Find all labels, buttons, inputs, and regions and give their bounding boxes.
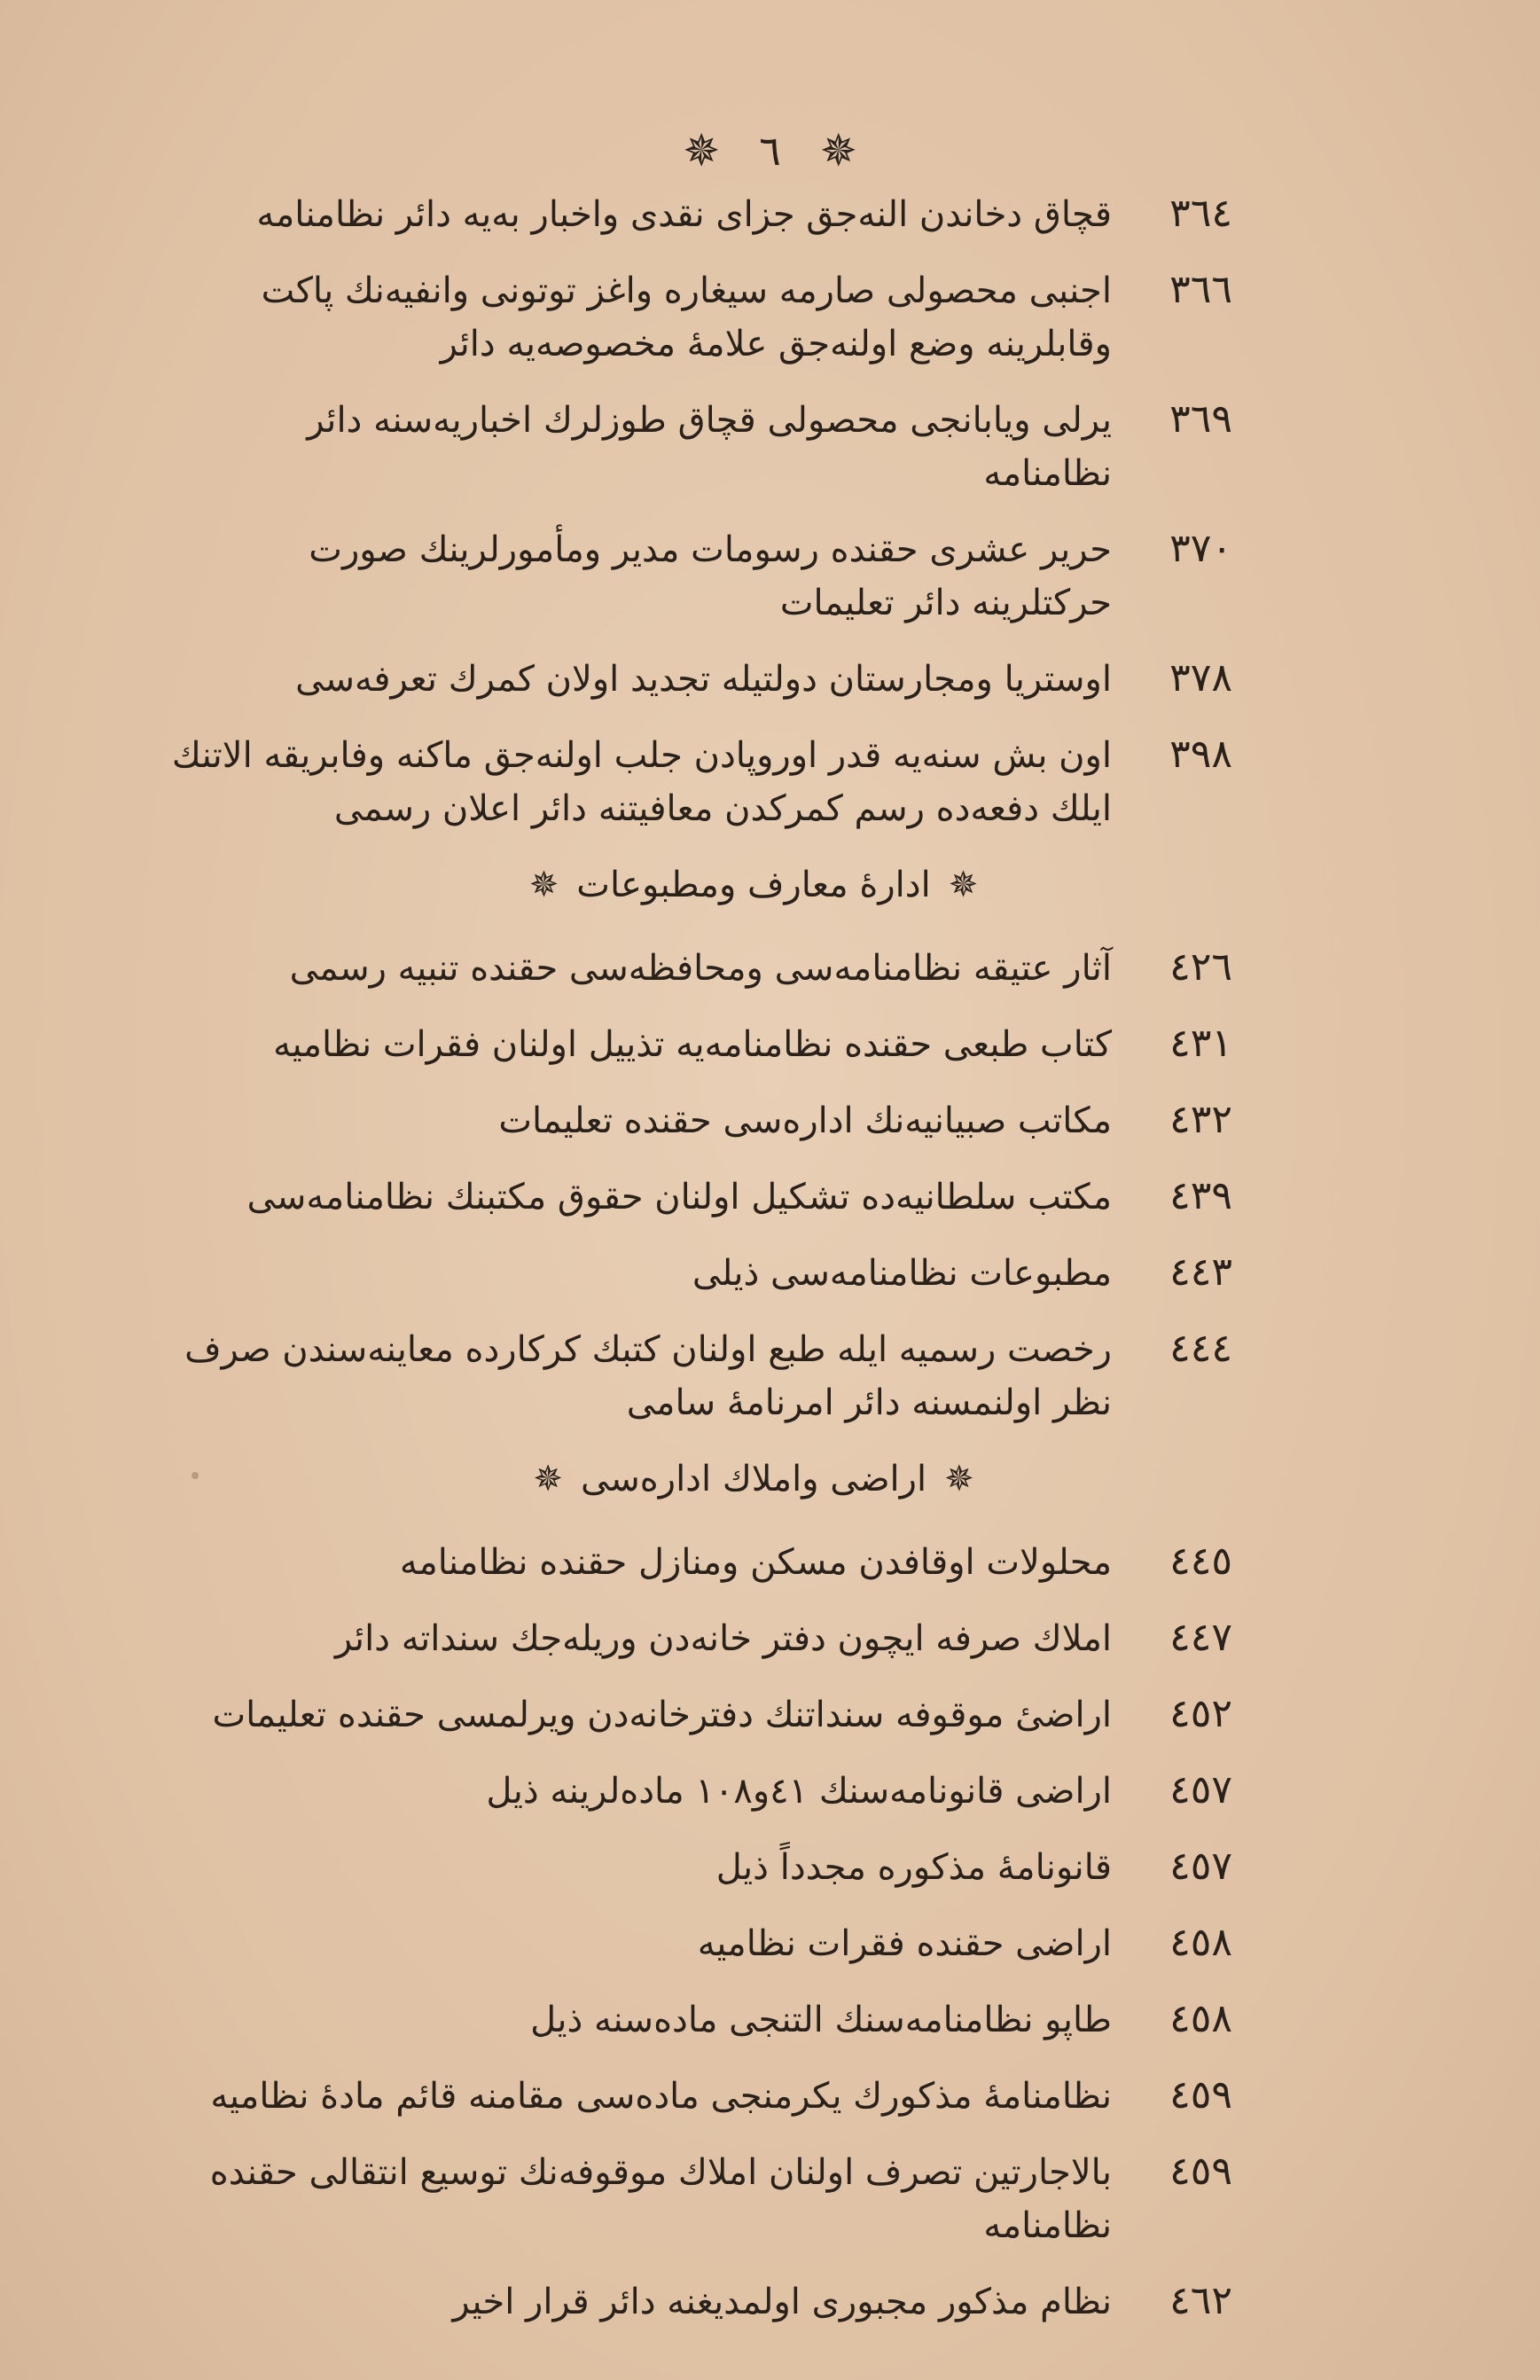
toc-entry	[168, 1536, 1232, 1589]
entry-page-number: ٤٤٧	[1169, 1615, 1232, 1660]
entry-title: اراضی حقنده فقرات نظامیه	[697, 1923, 1112, 1964]
entry-title: طاپو نظامنامه‌سنك التنجی ماده‌سنه ذیل	[530, 2000, 1112, 2040]
entry-page-number: ٤٥٩	[1169, 2149, 1232, 2194]
entry-page-number: ٤٥٩	[1169, 2072, 1232, 2118]
ornament-icon: ✵	[819, 125, 857, 176]
toc-entry	[168, 1993, 1232, 2047]
toc-entry	[168, 264, 1232, 371]
toc-entry	[168, 2146, 1232, 2252]
entry-page-number: ٣٦٤	[1169, 191, 1232, 236]
ornament-icon: ✵	[533, 1459, 563, 1499]
toc-entry	[168, 188, 1232, 241]
entry-title: اون بش سنه‌یه قدر اوروپادن جلب اولنه‌جق ماكنه وفابریقه الاتنك ایلك دفعه‌ده رسم كمركدن معافیتنه دائر اعلان رسمی	[171, 735, 1112, 829]
section-title: اراضی واملاك اداره‌سی	[580, 1459, 927, 1499]
toc-entry	[168, 942, 1232, 995]
section-heading	[168, 858, 1232, 912]
toc-entry	[168, 1612, 1232, 1665]
section-heading	[168, 1452, 1232, 1506]
entry-page-number: ٤٥٨	[1169, 1996, 1232, 2041]
entry-title: حریر عشری حقنده رسومات مدیر ومأمورلرینك صورت حركتلرینه دائر تعلیمات	[309, 529, 1112, 623]
entry-title: اجنبی محصولی صارمه سیغاره واغز توتونی وانفیه‌نك پاكت وقابلرینه وضع اولنه‌جق علامهٔ مخصوصه‌یه دائر	[261, 270, 1112, 364]
toc-entry	[168, 653, 1232, 706]
entry-page-number: ٤٦٢	[1169, 2278, 1232, 2323]
toc-entry	[168, 1765, 1232, 1818]
entry-page-number: ٤٥٨	[1169, 1920, 1232, 1965]
entry-page-number: ٤٥٢	[1169, 1691, 1232, 1736]
entry-title: نظام مذكور مجبوری اولمدیغنه دائر قرار اخیر	[452, 2282, 1112, 2322]
entry-page-number: ٤٣٢	[1169, 1097, 1232, 1142]
ink-spot	[192, 1472, 199, 1479]
page-header	[0, 125, 1540, 176]
entry-page-number: ٤٤٣	[1169, 1249, 1232, 1295]
toc-entry	[168, 2070, 1232, 2123]
toc-entry	[168, 729, 1232, 835]
toc-entry	[168, 1688, 1232, 1742]
toc-entry	[168, 1170, 1232, 1224]
entry-page-number: ٤٤٥	[1169, 1538, 1232, 1584]
entry-page-number: ٣٦٦	[1169, 267, 1232, 312]
entry-title: مطبوعات نظامنامه‌سی ذیلی	[692, 1253, 1112, 1294]
entry-title: قچاق دخاندن النه‌جق جزای نقدی واخبار به‌یه دائر نظامنامه	[256, 194, 1112, 235]
entry-page-number: ٤٥٧	[1169, 1844, 1232, 1889]
toc-entry	[168, 1018, 1232, 1071]
entry-page-number: ٣٧٠	[1169, 526, 1232, 571]
toc-entry	[168, 523, 1232, 630]
entry-page-number: ٤٥٧	[1169, 1767, 1232, 1812]
entry-page-number: ٤٣٩	[1169, 1173, 1232, 1218]
toc-entry	[168, 2275, 1232, 2329]
entry-page-number: ٤٤٤	[1169, 1326, 1232, 1371]
ornament-icon: ✵	[948, 865, 979, 905]
entry-title: قانونامهٔ مذكوره مجدداً ذیل	[715, 1847, 1112, 1888]
entry-page-number: ٤٣١	[1169, 1021, 1232, 1066]
entry-title: كتاب طبعی حقنده نظامنامه‌یه تذییل اولنان فقرات نظامیه	[273, 1024, 1112, 1065]
ornament-icon: ✵	[944, 1459, 974, 1499]
entry-title: آثار عتیقه نظامنامه‌سی ومحافظه‌سی حقنده تنبیه رسمی	[289, 948, 1112, 989]
ornament-icon: ✵	[683, 125, 721, 176]
entry-title: بالاجارتین تصرف اولنان املاك موقوفه‌نك توسیع انتقالی حقنده نظامنامه	[209, 2152, 1112, 2246]
entry-page-number: ٣٩٨	[1169, 732, 1232, 777]
toc-entry	[168, 1323, 1232, 1429]
entry-title: رخصت رسمیه ایله طبع اولنان كتبك كركارده معاینه‌سندن صرف نظر اولنمسنه دائر امرنامهٔ سامی	[184, 1329, 1112, 1423]
entry-title: یرلی ویابانجی محصولی قچاق طوزلرك اخباریه‌سنه دائر نظامنامه	[307, 400, 1112, 494]
toc-entry	[168, 394, 1232, 500]
entry-page-number: ٤٢٦	[1169, 944, 1232, 990]
entry-title: اراضیٔ موقوفه سنداتنك دفترخانه‌دن ویرلمسی حقنده تعلیمات	[212, 1695, 1112, 1735]
toc-entry	[168, 1917, 1232, 1970]
entry-page-number: ٣٦٩	[1169, 396, 1232, 442]
entry-title: مكتب سلطانیه‌ده تشكیل اولنان حقوق مكتبنك نظامنامه‌سی	[246, 1177, 1112, 1217]
toc-entry	[168, 1247, 1232, 1300]
entry-page-number: ٣٧٨	[1169, 655, 1232, 701]
entry-title: املاك صرفه ایچون دفتر خانه‌دن وریله‌جك سنداته دائر	[334, 1618, 1112, 1659]
toc-entry	[168, 1841, 1232, 1894]
entry-title: مكاتب صبیانیه‌نك اداره‌سی حقنده تعلیمات	[498, 1100, 1112, 1141]
ornament-icon: ✵	[528, 865, 559, 905]
page-number: ٦	[759, 127, 781, 175]
entry-title: اراضی قانونامه‌سنك ٤١و١٠٨ ماده‌لرینه ذیل	[486, 1771, 1112, 1812]
section-title: ادارهٔ معارف ومطبوعات	[576, 865, 931, 905]
entry-title: اوستریا ومجارستان دولتیله تجدید اولان كمرك تعرفه‌سی	[295, 659, 1112, 700]
toc-entry	[168, 1094, 1232, 1147]
entry-title: محلولات اوقافدن مسكن ومنازل حقنده نظامنامه	[399, 1542, 1112, 1583]
table-of-contents	[168, 188, 1232, 2352]
entry-title: نظامنامهٔ مذكورك یكرمنجی ماده‌سی مقامنه قائم مادهٔ نظامیه	[210, 2076, 1112, 2117]
